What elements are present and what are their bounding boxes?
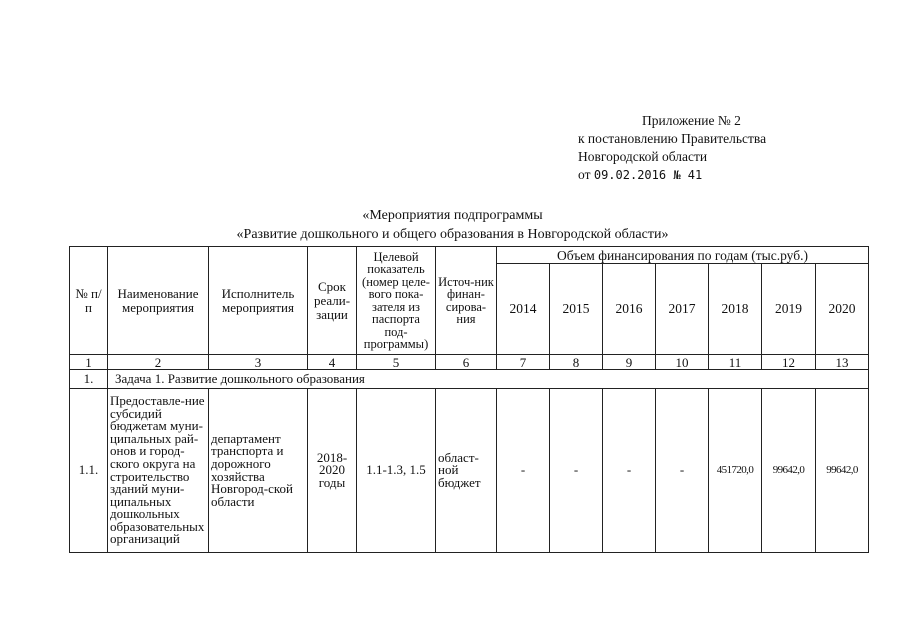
activity-name: Предоставле-ние субсидий бюджетам муни-ципальных рай-онов и город-ского округа на строительство зданий муни-ципальных дошкольных образовательных организаций [108, 389, 209, 553]
header-year: 2017 [656, 264, 709, 355]
row-number: 1.1. [70, 389, 108, 553]
table-row [70, 389, 869, 553]
funding-value: 99642,0 [816, 389, 869, 553]
funding-value: 99642,0 [762, 389, 816, 553]
activities-table [69, 246, 869, 553]
column-number: 5 [357, 355, 436, 370]
header-year: 2020 [816, 264, 869, 355]
column-number: 7 [497, 355, 550, 370]
column-number: 11 [709, 355, 762, 370]
column-number-row [70, 355, 869, 370]
column-number: 12 [762, 355, 816, 370]
header-year: 2014 [497, 264, 550, 355]
column-number: 8 [550, 355, 603, 370]
column-number: 10 [656, 355, 709, 370]
funding-value: - [497, 389, 550, 553]
header-year: 2018 [709, 264, 762, 355]
header-name: Наименование мероприятия [108, 247, 209, 355]
appendix-block [578, 112, 858, 184]
activity-executor: департамент транспорта и дорожного хозяйства Новгород-ской области [209, 389, 308, 553]
document-title-line2: «Развитие дошкольного и общего образования в Новгородской области» [236, 227, 669, 242]
activity-indicator: 1.1-1.3, 1.5 [357, 389, 436, 553]
task-number: 1. [70, 370, 108, 389]
header-source: Источ-ник финан-сирова-ния [436, 247, 497, 355]
header-row-1 [70, 247, 869, 264]
funding-value: 451720,0 [709, 389, 762, 553]
appendix-date-line [578, 166, 858, 184]
column-number: 13 [816, 355, 869, 370]
header-year: 2016 [603, 264, 656, 355]
task-title: Задача 1. Развитие дошкольного образования [108, 370, 869, 389]
header-indicator: Целевой показатель (номер целе-вого пока-зателя из паспорта под-программы) [357, 247, 436, 355]
funding-value: - [550, 389, 603, 553]
appendix-decree: к постановлению Правительства [578, 131, 767, 146]
column-number: 3 [209, 355, 308, 370]
header-funding: Объем финансирования по годам (тыс.руб.) [497, 247, 869, 264]
funding-source: област-ной бюджет [436, 389, 497, 553]
header-year: 2015 [550, 264, 603, 355]
appendix-date-prefix: от [578, 167, 591, 182]
task-row [70, 370, 869, 389]
column-number: 2 [108, 355, 209, 370]
column-number: 6 [436, 355, 497, 370]
column-number: 9 [603, 355, 656, 370]
column-number: 4 [308, 355, 357, 370]
appendix-number: Приложение № 2 [642, 113, 741, 128]
funding-value: - [656, 389, 709, 553]
header-year: 2019 [762, 264, 816, 355]
funding-value: - [603, 389, 656, 553]
document-title-line1: «Мероприятия подпрограммы [362, 208, 543, 223]
header-num: № п/п [70, 247, 108, 355]
column-number: 1 [70, 355, 108, 370]
appendix-date: 09.02.2016 № 41 [593, 168, 703, 182]
header-executor: Исполнитель мероприятия [209, 247, 308, 355]
activity-term: 2018-2020 годы [308, 389, 357, 553]
appendix-region: Новгородской области [578, 149, 708, 164]
header-term: Срок реали-зации [308, 247, 357, 355]
